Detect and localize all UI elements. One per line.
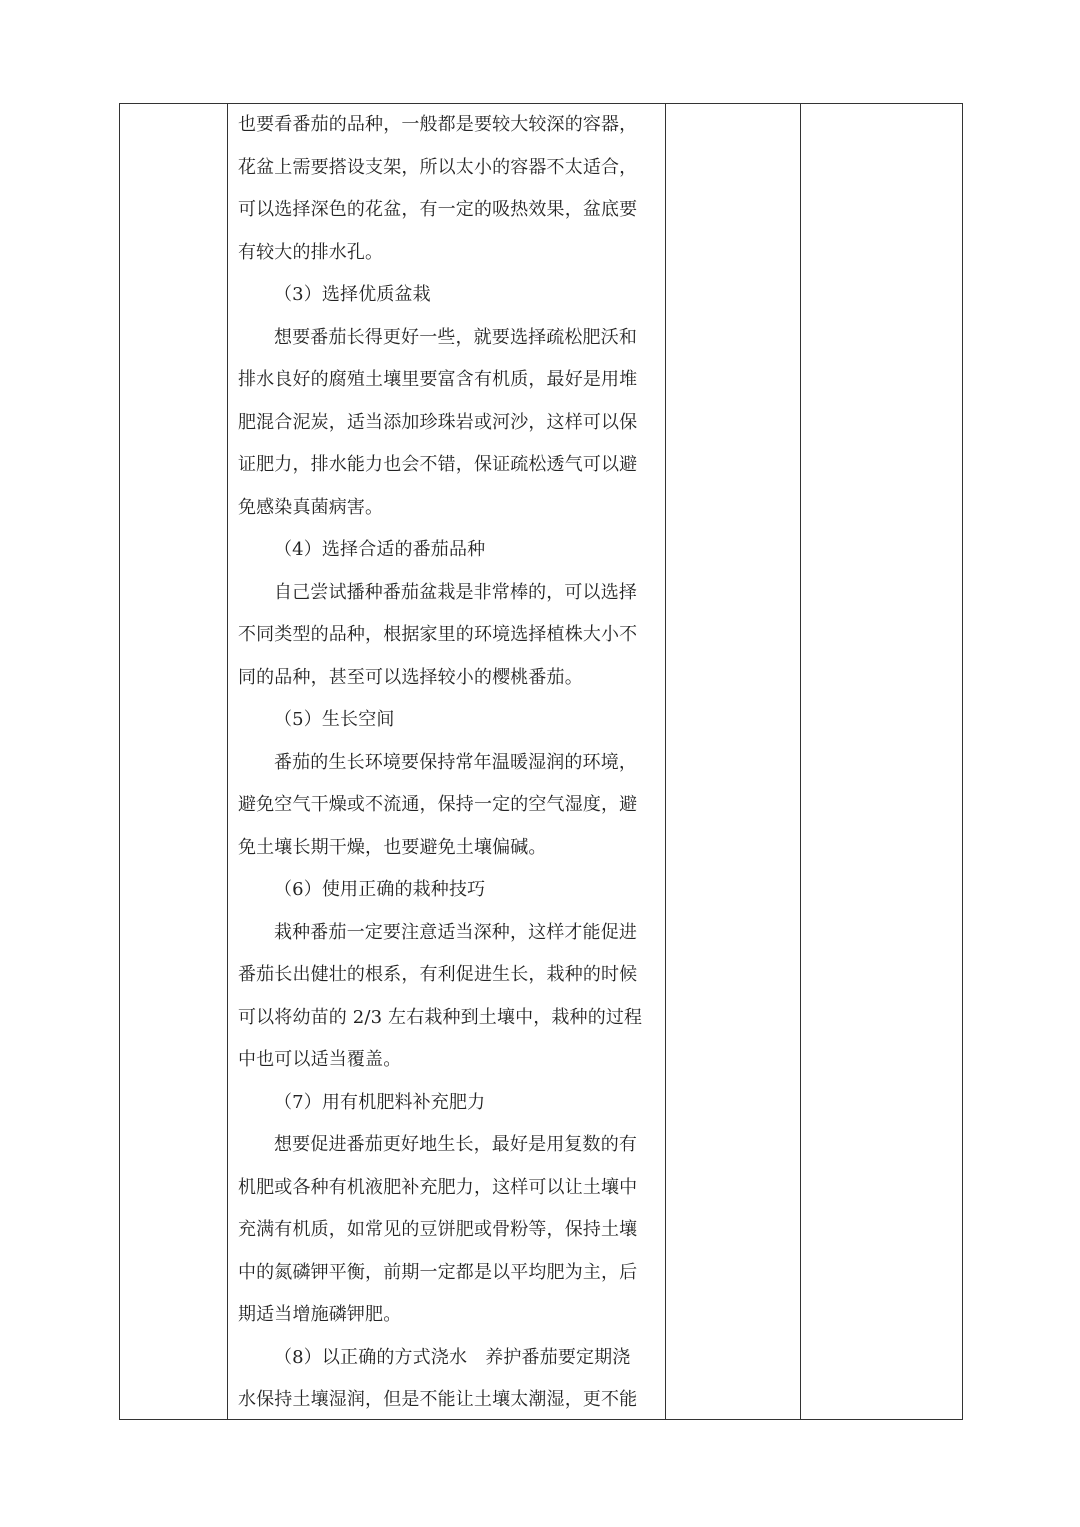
text-line: 自己尝试播种番茄盆栽是非常棒的，可以选择 <box>274 581 637 603</box>
text-line: 证肥力，排水能力也会不错，保证疏松透气可以避 <box>238 454 638 475</box>
text-line: 可以将幼苗的 2/3 左右栽种到土壤中，栽种的过程 <box>238 1006 643 1028</box>
text-line: 肥混合泥炭，适当添加珍珠岩或河沙，这样可以保 <box>238 411 638 433</box>
text-line: 中的氮磷钾平衡，前期一定都是以平均肥为主，后 <box>238 1261 638 1283</box>
text-line: 期适当增施磷钾肥。 <box>238 1304 402 1325</box>
text-line: 不同类型的品种，根据家里的环境选择植株大小不 <box>238 624 638 645</box>
text-line: 想要番茄长得更好一些，就要选择疏松肥沃和 <box>274 326 637 348</box>
text-line: （8）以正确的方式浇水 养护番茄要定期浇 <box>274 1346 631 1368</box>
content-text-block <box>238 104 658 1422</box>
table-column-1 <box>120 104 228 1419</box>
text-line: 中也可以适当覆盖。 <box>238 1049 402 1070</box>
text-line: 花盆上需要搭设支架，所以太小的容器不太适合， <box>238 156 638 178</box>
text-line: 同的品种，甚至可以选择较小的樱桃番茄。 <box>238 666 583 688</box>
text-line: （4）选择合适的番茄品种 <box>274 539 486 560</box>
text-line: 水保持土壤湿润，但是不能让土壤太潮湿，更不能 <box>238 1389 638 1410</box>
text-line: 排水良好的腐殖土壤里要富含有机质，最好是用堆 <box>238 369 638 390</box>
text-line: 免土壤长期干燥，也要避免土壤偏碱。 <box>238 836 547 858</box>
text-line: 番茄长出健壮的根系，有利促进生长，栽种的时候 <box>238 964 638 985</box>
text-line: 番茄的生长环境要保持常年温暖湿润的环境， <box>274 751 637 773</box>
text-line: （5）生长空间 <box>274 709 395 730</box>
text-line: 有较大的排水孔。 <box>238 241 384 263</box>
text-line: 避免空气干燥或不流通，保持一定的空气湿度，避 <box>238 794 638 815</box>
text-line: 想要促进番茄更好地生长，最好是用复数的有 <box>274 1134 637 1155</box>
document-table <box>119 103 963 1420</box>
text-line: 栽种番茄一定要注意适当深种，这样才能促进 <box>274 921 637 943</box>
table-column-4 <box>801 104 963 1419</box>
text-line: 免感染真菌病害。 <box>238 496 384 518</box>
text-line: 机肥或各种有机液肥补充肥力，这样可以让土壤中 <box>238 1176 638 1198</box>
table-column-content <box>228 104 666 1419</box>
text-line: 也要看番茄的品种，一般都是要较大较深的容器， <box>238 114 638 135</box>
table-column-3 <box>666 104 801 1419</box>
text-line: 充满有机质，如常见的豆饼肥或骨粉等，保持土壤 <box>238 1219 638 1240</box>
text-line: （3）选择优质盆栽 <box>274 284 431 305</box>
text-line: 可以选择深色的花盆，有一定的吸热效果，盆底要 <box>238 199 638 220</box>
text-line: （6）使用正确的栽种技巧 <box>274 879 486 900</box>
text-line: （7）用有机肥料补充肥力 <box>274 1091 486 1113</box>
